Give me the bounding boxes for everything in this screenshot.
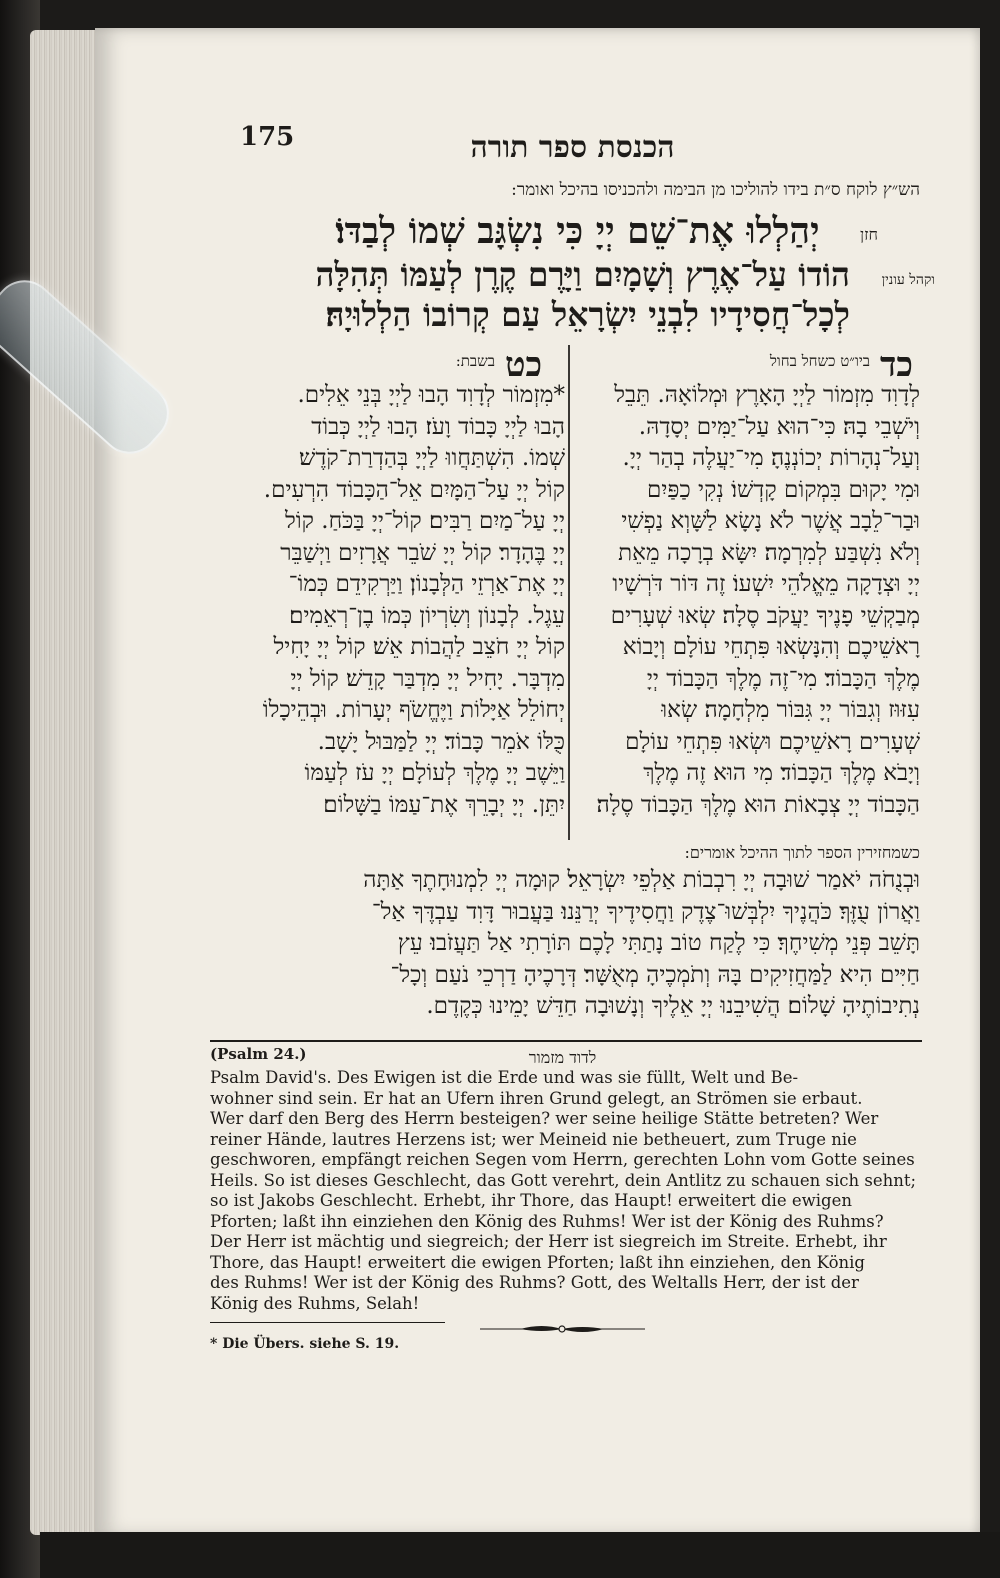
german-translation — [210, 1068, 920, 1314]
verse-line: חַיִּים הִיא לַמַּחֲזִיקִים בָּהּ וְתֹמְכֶיהָ מְאֻשָּׁר׃ דְּרָכֶיהָ דַרְכֵי נֹעַם וְכָל־ — [390, 961, 920, 988]
psalm-29-note: בשבת: — [455, 352, 495, 370]
translation-line: reiner Hände, lautres Herzens ist; wer Meineid nie betheuert, zum Truge nie — [210, 1129, 857, 1149]
cantor-marker: חזן — [860, 225, 879, 244]
translation-hebrew-label: לדוד מזמור — [528, 1048, 597, 1067]
page-title: הכנסת ספר תורה — [470, 130, 675, 165]
page-edges — [30, 30, 100, 1535]
translation-line: Pforten; laßt ihn einziehen den König des Ruhms! Wer ist der König des Ruhms? — [210, 1211, 884, 1231]
verse-line: נְתִיבוֹתֶיהָ שָׁלוֹם׃ הֲשִׁיבֵנוּ יְיָ אֵלֶיךָ וְנָשׁוּבָה חַדֵּשׁ יָמֵינוּ כְּקֶדֶם. — [426, 993, 920, 1019]
psalm-24-number: כד — [880, 345, 913, 385]
verse-line: יִתֵּן. יְיָ יְבָרֵךְ אֶת־עַמּוֹ בַשָּׁלוֹם׃ — [323, 791, 565, 818]
uvnucho-text — [215, 865, 920, 1023]
translation-line: Psalm David's. Des Ewigen ist die Erde und was sie füllt, Welt und Be- — [210, 1068, 799, 1087]
verse-line: יְיָ עַל־מַיִם רַבִּים׃ קוֹל־יְיָ בַּכֹּחַ. קוֹל — [285, 508, 565, 534]
verse-line: מֶלֶךְ הַכָּבוֹד׃ מִי־זֶה מֶלֶךְ הַכָּבוֹד יְיָ — [646, 665, 920, 692]
verse-line: עֵגֶל. לְבָנוֹן וְשִׂרְיוֹן כְּמוֹ בֶן־רְאֵמִים׃ — [289, 602, 565, 629]
psalm-29-number: כט — [505, 345, 543, 385]
verse-line: וַיֵּשֶׁב יְיָ מֶלֶךְ לְעוֹלָם׃ יְיָ עֹז לְעַמּוֹ — [304, 760, 565, 786]
verse-line: וּבַר־לֵבָב אֲשֶׁר לֹא נָשָׂא לַשָּׁוְא נַפְשִׁי — [621, 508, 920, 534]
closing-instruction: כשמחזירין הספר לתוך ההיכל אומרים: — [684, 843, 920, 862]
verse-line: וְיֹשְׁבֵי בָהּ׃ כִּי־הוּא עַל־יַמִּים יְסָדָהּ. — [638, 413, 920, 440]
psalm-24-note: ביו״ט כשחל בחול — [769, 352, 870, 370]
verse-line: תָּשֵׁב פְּנֵי מְשִׁיחֶךָ׃ כִּי לֶקַח טוֹב נָתַתִּי לָכֶם תּוֹרָתִי אַל תַּעֲזֹבוּ׃ עֵץ — [397, 930, 920, 956]
translation-line: wohner sind sein. Er hat an Ufern ihren Grund gelegt, an Strömen sie erbaut. — [210, 1088, 863, 1108]
verse-line: מְבַקְשֵׁי פָנֶיךָ יַעֲקֹב סֶלָה׃ שְׂאוּ שְׁעָרִים — [610, 602, 920, 629]
verse-line: לְדָוִד מִזְמוֹר לַיְיָ הָאָרֶץ וּמְלוֹאָהּ. תֵּבֵל — [614, 382, 920, 408]
verse-line: וְעַל־נְהָרוֹת יְכוֹנְנֶהָ׃ מִי־יַעֲלֶה בְהַר יְיָ. — [622, 445, 920, 471]
hodo-verse-line-2: לְכָל־חֲסִידָיו לִבְנֵי יִשְׂרָאֵל עַם קְרוֹבוֹ הַלְלוּיָהּ׃ — [325, 295, 850, 334]
psalm-24-text — [575, 380, 920, 821]
verse-line: עִזּוּז וְגִבּוֹר יְיָ גִּבּוֹר מִלְחָמָה׃ שְׂאוּ — [661, 697, 920, 723]
verse-line: וּמִי יָקוּם בִּמְקוֹם קָדְשׁוֹ׃ נְקִי כַפַּיִם — [647, 476, 920, 503]
verse-line: רָאשֵׁיכֶם וְהִנָּשְׂאוּ פִּתְחֵי עוֹלָם וְיָבוֹא — [622, 634, 920, 660]
verse-line: שְׁמוֹ. הִשְׁתַּחֲווּ לַיְיָ בְּהַדְרַת־קֹדֶשׁ׃ — [299, 445, 565, 471]
psalm-29-text — [225, 380, 565, 821]
translation-line: geschworen, empfängt reichen Segen vom Herrn, gerechten Lohn vom Gotte seines — [210, 1150, 915, 1169]
page-bottom-shadow — [40, 1532, 1000, 1578]
verse-line: וְלֹא נִשְׁבַּע לְמִרְמָה׃ יִשָּׂא בְרָכָה מֵאֵת — [618, 539, 920, 566]
translation-line: Der Herr ist mächtig und siegreich; der Herr ist siegreich im Streite. Erhebt, ihr — [210, 1232, 887, 1251]
ornament-divider — [480, 1322, 645, 1336]
verse-line: הַכָּבוֹד יְיָ צְבָאוֹת הוּא מֶלֶךְ הַכָּבוֹד סֶלָה׃ — [596, 791, 920, 818]
hodo-verse-line-1: הוֹדוֹ עַל־אֶרֶץ וְשָׁמָיִם וַיָּרֶם קֶרֶן לְעַמּוֹ תְּהִלָּה — [315, 255, 850, 294]
translation-line: so ist Jakobs Geschlecht. Erhebt, ihr Thore, das Haupt! erweitert die ewigen — [210, 1191, 852, 1210]
translation-line: Heils. So ist dieses Geschlecht, das Gott verehrt, dein Antlitz zu schauen sich sehnt; — [210, 1170, 917, 1190]
yehallelu-verse: יְהַלְלוּ אֶת־שֵׁם יְיָ כִּי נִשְׂגָּב שְׁמוֹ לְבַדּוֹ׃ — [335, 210, 820, 252]
verse-line: יְיָ בֶּהָדָר׃ קוֹל יְיָ שֹׁבֵר אֲרָזִים וַיְשַׁבֵּר — [280, 539, 565, 566]
footnote-rule — [210, 1322, 445, 1323]
verse-line: הָבוּ לַיְיָ כָּבוֹד וָעֹז׃ הָבוּ לַיְיָ כְּבוֹד — [311, 413, 565, 440]
footnote: * Die Übers. siehe S. 19. — [210, 1336, 400, 1352]
verse-line: *מִזְמוֹר לְדָוִד הָבוּ לַיְיָ בְּנֵי אֵלִים. — [297, 382, 565, 408]
translation-line: des Ruhms! Wer ist der König des Ruhms? Gott, des Weltalls Herr, der ist der — [210, 1273, 859, 1292]
verse-line: וַאֲרוֹן עֻזֶּךָ׃ כֹּהֲנֶיךָ יִלְבְּשׁוּ־צֶדֶק וַחֲסִידֶיךָ יְרַנֵּנוּ׃ בַּעֲבוּר דָּוִד עַבְדֶּךָ אַל־ — [371, 898, 920, 925]
translation-line: Wer darf den Berg des Herrn besteigen? wer seine heilige Stätte betreten? Wer — [210, 1109, 879, 1128]
verse-line: וְיָבֹא מֶלֶךְ הַכָּבוֹד׃ מִי הוּא זֶה מֶלֶךְ — [643, 760, 920, 786]
verse-line: כֻּלּוֹ אֹמֵר כָּבוֹד׃ יְיָ לַמַּבּוּל יָשָׁב. — [317, 728, 565, 755]
verse-line: מִדְבָּר. יָחִיל יְיָ מִדְבַּר קָדֵשׁ׃ קוֹל יְיָ — [290, 665, 565, 692]
verse-line: שְׁעָרִים רָאשֵׁיכֶם וּשְׂאוּ פִּתְחֵי עוֹלָם — [625, 728, 920, 755]
translation-line: König des Ruhms, Selah! — [210, 1293, 420, 1313]
verse-line: קוֹל יְיָ חֹצֵב לַהֲבוֹת אֵשׁ׃ קוֹל יְיָ יָחִיל — [273, 634, 565, 660]
verse-line: יְיָ וּצְדָקָה מֵאֱלֹהֵי יִשְׁעוֹ׃ זֶה דּוֹר דֹּרְשָׁיו — [612, 571, 920, 597]
verse-line: יְחוֹלֵל אַיָּלוֹת וַיֶּחֱשֹׂף יְעָרוֹת. וּבְהֵיכָלוֹ — [262, 697, 565, 723]
column-divider — [568, 345, 570, 840]
translation-line: Thore, das Haupt! erweitert die ewigen Pforten; laßt ihn einziehen, den König — [210, 1252, 865, 1272]
congregation-marker: וקהל עונין — [881, 272, 935, 288]
verse-line: קוֹל יְיָ עַל־הַמָּיִם אֵל־הַכָּבוֹד הִרְעִים. — [263, 476, 565, 503]
page-number: 175 — [240, 122, 295, 152]
header-instruction: הש״ץ לוקח ס״ת בידו להוליכו מן הבימה ולהכניסו בהיכל ואומר: — [511, 180, 920, 200]
translation-label: (Psalm 24.) — [210, 1045, 307, 1063]
verse-line: וּבְנֻחֹה יֹאמַר שׁוּבָה יְיָ רִבְבוֹת אַלְפֵי יִשְׂרָאֵל׃ קוּמָה יְיָ לִמְנוּחָתֶךָ אַתָּה — [363, 867, 920, 893]
section-rule — [210, 1040, 922, 1042]
verse-line: יְיָ אֶת־אַרְזֵי הַלְּבָנוֹן׃ וַיַּרְקִידֵם כְּמוֹ־ — [288, 571, 565, 597]
